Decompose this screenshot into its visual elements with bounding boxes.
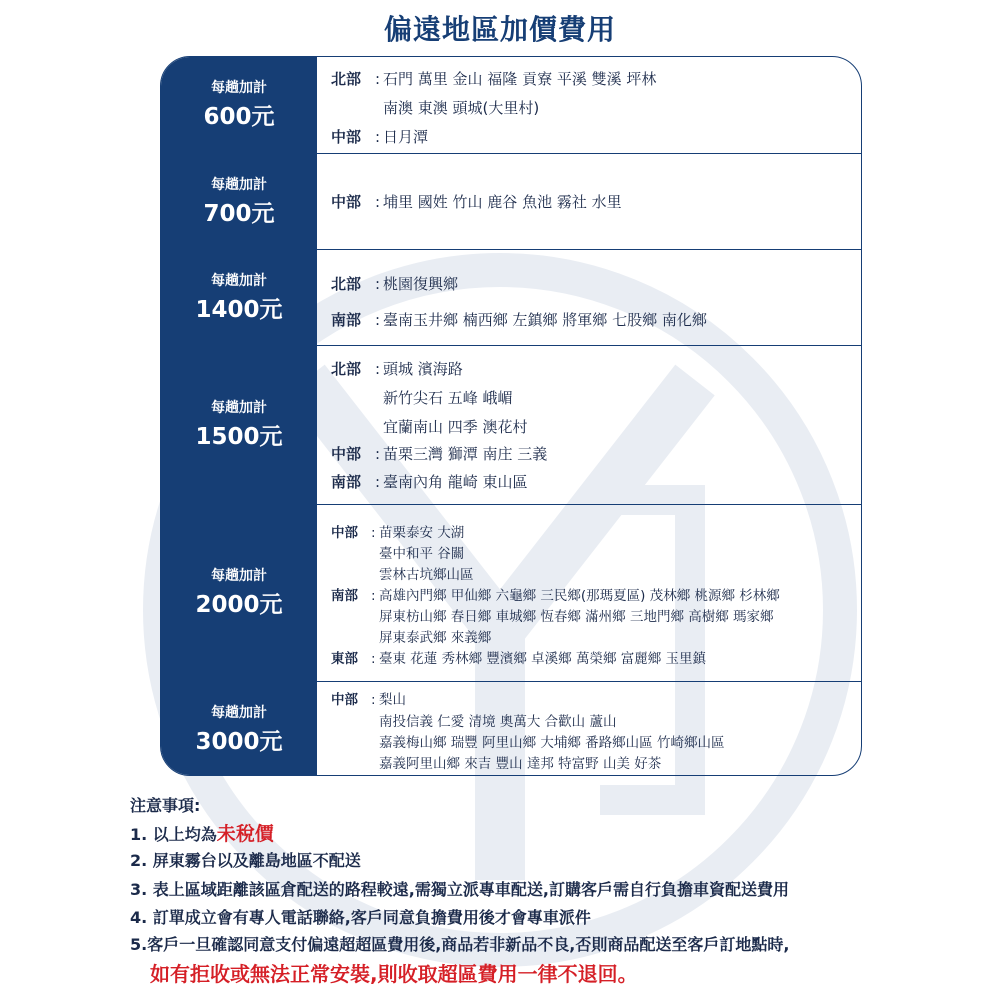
region-line <box>331 97 539 118</box>
surcharge-row-1400 <box>161 250 861 346</box>
region-areas: 石門 萬里 金山 福隆 貢寮 平溪 雙溪 坪林 <box>383 70 657 88</box>
region-name: 中部 <box>331 525 358 541</box>
per-trip-label: 每趟加計 <box>211 568 267 584</box>
region-separator: : <box>375 360 381 378</box>
region-name: 北部 <box>331 275 362 293</box>
region-list <box>331 154 851 249</box>
price-amount: 2000元 <box>195 592 283 618</box>
region-separator: : <box>375 275 381 293</box>
note-2: 2. 屏東霧台以及離島地區不配送 <box>130 851 361 870</box>
region-line <box>331 358 463 379</box>
region-separator: : <box>375 445 381 463</box>
region-name: 南部 <box>331 311 362 329</box>
region-areas: 屏東枋山鄉 春日鄉 車城鄉 恆春鄉 滿州鄉 三地門鄉 高樹鄉 瑪家鄉 <box>379 609 774 625</box>
per-trip-label: 每趟加計 <box>211 176 267 193</box>
per-trip-label: 每趟加計 <box>211 704 267 721</box>
region-areas: 臺南玉井鄉 楠西鄉 左鎮鄉 將軍鄉 七股鄉 南化鄉 <box>383 311 707 329</box>
price-label <box>161 154 317 249</box>
region-line <box>331 443 547 464</box>
region-name: 南部 <box>331 473 362 491</box>
region-line <box>331 521 464 541</box>
price-label <box>161 682 317 776</box>
region-name: 東部 <box>331 651 358 667</box>
region-areas: 臺中和平 谷關 <box>379 546 465 562</box>
region-line <box>331 584 780 604</box>
region-areas: 屏東泰武鄉 來義鄉 <box>379 630 492 646</box>
region-name: 北部 <box>331 360 362 378</box>
region-separator: : <box>375 128 381 146</box>
price-label <box>161 57 317 153</box>
region-line <box>331 563 474 583</box>
page-title: 偏遠地區加價費用 <box>383 13 616 46</box>
per-trip-label: 每趟加計 <box>211 272 267 289</box>
surcharge-row-2000 <box>161 505 861 682</box>
note-1: 1. 以上均為未稅價 <box>130 823 274 845</box>
notes-section <box>130 793 990 954</box>
price-amount: 1500元 <box>195 424 283 450</box>
region-separator: : <box>371 525 376 541</box>
region-areas: 頭城 濱海路 <box>383 360 463 378</box>
region-areas: 嘉義阿里山鄉 來吉 豐山 達邦 特富野 山美 好茶 <box>379 756 662 772</box>
price-amount: 700元 <box>203 200 275 227</box>
region-areas: 日月潭 <box>383 128 429 146</box>
region-areas: 臺南內角 龍崎 東山區 <box>383 473 528 491</box>
region-line <box>331 416 528 437</box>
region-separator: : <box>375 311 381 329</box>
region-areas: 桃園復興鄉 <box>383 275 459 293</box>
region-line <box>331 273 458 294</box>
region-line <box>331 647 706 667</box>
region-list <box>331 505 851 681</box>
surcharge-row-1500 <box>161 346 861 505</box>
region-areas: 苗栗三灣 獅潭 南庄 三義 <box>383 445 548 463</box>
region-areas: 雲林古坑鄉山區 <box>379 567 474 583</box>
region-separator: : <box>371 692 376 708</box>
notes-heading: 注意事項: <box>130 796 201 815</box>
region-name: 北部 <box>331 70 362 88</box>
region-line <box>331 710 616 730</box>
region-line <box>331 688 406 708</box>
region-list <box>331 250 851 345</box>
region-areas: 新竹尖石 五峰 峨嵋 <box>383 389 513 407</box>
surcharge-row-600 <box>161 57 861 154</box>
surcharge-table <box>160 56 862 776</box>
region-line <box>331 126 428 147</box>
region-line <box>331 309 707 330</box>
no-refund-warning: 如有拒收或無法正常安裝,則收取超區費用一律不退回。 <box>150 962 638 986</box>
region-name: 中部 <box>331 128 362 146</box>
region-separator: : <box>375 473 381 491</box>
note-4: 4. 訂單成立會有專人電話聯絡,客戶同意負擔費用後才會專車派件 <box>130 908 591 927</box>
region-line <box>331 191 622 212</box>
region-areas: 臺東 花蓮 秀林鄉 豐濱鄉 卓溪鄉 萬榮鄉 富麗鄉 玉里鎮 <box>379 651 707 667</box>
region-name: 中部 <box>331 445 362 463</box>
region-areas: 嘉義梅山鄉 瑞豐 阿里山鄉 大埔鄉 番路鄉山區 竹崎鄉山區 <box>379 735 725 751</box>
region-areas: 宜蘭南山 四季 澳花村 <box>383 418 528 436</box>
region-areas: 高雄內門鄉 甲仙鄉 六龜鄉 三民鄉(那瑪夏區) 茂林鄉 桃源鄉 杉林鄉 <box>379 588 780 604</box>
region-name: 南部 <box>331 588 358 604</box>
region-line <box>331 542 464 562</box>
region-line <box>331 626 491 646</box>
price-label <box>161 250 317 345</box>
surcharge-row-700 <box>161 154 861 250</box>
region-line <box>331 68 656 89</box>
price-label <box>161 505 317 681</box>
price-amount: 3000元 <box>195 728 283 755</box>
region-separator: : <box>375 193 381 211</box>
region-areas: 苗栗泰安 大湖 <box>379 525 465 541</box>
region-list <box>331 682 851 776</box>
per-trip-label: 每趟加計 <box>211 80 267 96</box>
region-list <box>331 57 851 153</box>
region-name: 中部 <box>331 692 358 708</box>
region-areas: 南澳 東澳 頭城(大里村) <box>383 99 540 117</box>
region-line <box>331 752 661 772</box>
price-amount: 600元 <box>203 104 275 130</box>
price-amount: 1400元 <box>195 296 283 323</box>
region-areas: 南投信義 仁愛 清境 奧萬大 合歡山 蘆山 <box>379 714 617 730</box>
region-separator: : <box>375 70 381 88</box>
note-5: 5.客戶一旦確認同意支付偏遠超超區費用後,商品若非新品不良,否則商品配送至客戶訂地點時, <box>130 935 790 954</box>
region-line <box>331 387 513 408</box>
region-line <box>331 605 774 625</box>
region-list <box>331 346 851 504</box>
region-name: 中部 <box>331 193 362 211</box>
untaxed-price-highlight: 未稅價 <box>216 823 274 845</box>
region-line <box>331 731 724 751</box>
price-label <box>161 346 317 504</box>
surcharge-row-3000 <box>161 682 861 776</box>
region-areas: 梨山 <box>379 692 406 708</box>
region-line <box>331 471 528 492</box>
region-separator: : <box>371 588 376 604</box>
per-trip-label: 每趟加計 <box>211 400 267 416</box>
note-3: 3. 表上區域距離該區倉配送的路程較遠,需獨立派專車配送,訂購客戶需自行負擔車資配送費用 <box>130 880 789 899</box>
region-separator: : <box>371 651 376 667</box>
region-areas: 埔里 國姓 竹山 鹿谷 魚池 霧社 水里 <box>383 193 622 211</box>
